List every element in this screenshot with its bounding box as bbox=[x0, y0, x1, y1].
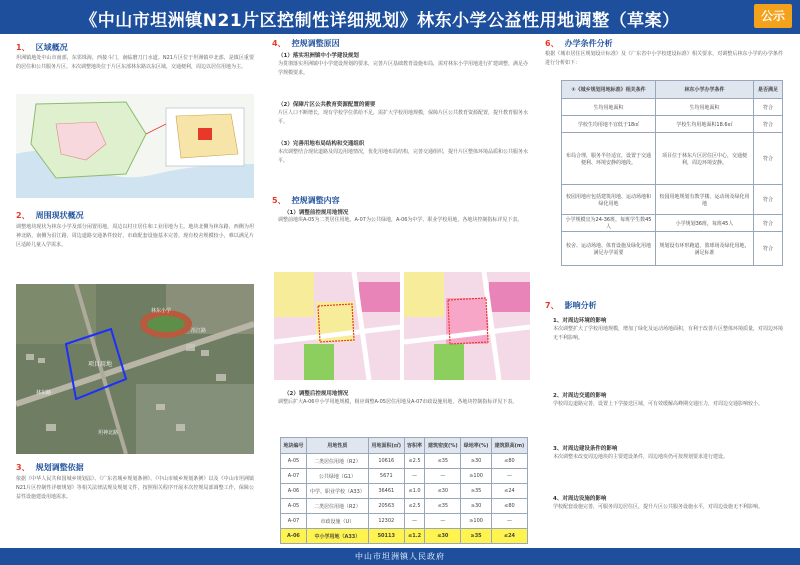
table-cell: 项目位于林东片区居住区中心，交通便利，周边环境安静。 bbox=[656, 133, 754, 185]
table-cell: 校园用地应包括建筑用地、运动场地和绿化用地 bbox=[562, 185, 656, 215]
region-map bbox=[16, 94, 254, 198]
section-1-title: 1、 区域概况 bbox=[16, 43, 68, 52]
table-cell: ≤35 bbox=[425, 499, 461, 514]
table-header: 用地性质 bbox=[306, 438, 368, 454]
region-map-graphic bbox=[16, 94, 254, 198]
public-notice-badge: 公示 bbox=[754, 4, 792, 28]
table-cell: 50113 bbox=[368, 529, 404, 544]
table-cell: 12302 bbox=[368, 514, 404, 529]
table-cell: ≤80 bbox=[491, 454, 527, 469]
table-row bbox=[562, 99, 783, 116]
aerial-photo-graphic bbox=[16, 284, 254, 454]
table-row bbox=[281, 454, 528, 469]
section-4-title: 4、 控规调整原因 bbox=[272, 39, 340, 48]
table-cell: 二类居住用地（R2） bbox=[306, 454, 368, 469]
table-cell: ≤1.0 bbox=[404, 484, 425, 499]
table-cell: 小学规模宜为24-36班，每班学生数45人 bbox=[562, 215, 656, 232]
reason-2-text: 片区人口不断增长，现有学校学位供给不足，需扩大学校用地规模，保障片区公共教育资源配置，提升教育服务水平。 bbox=[278, 110, 529, 125]
table-cell: — bbox=[425, 514, 461, 529]
table-cell: 符合 bbox=[754, 232, 783, 266]
table-cell: 生均用地面积 bbox=[562, 99, 656, 116]
impact-2-text: 学校周边道路完善，设置上下学接送区域，可有效缓解高峰期交通压力，对周边交通影响较小。 bbox=[553, 401, 764, 407]
school-label: 林东小学 bbox=[151, 308, 172, 314]
section-2-title: 2、 周围现状概况 bbox=[16, 211, 84, 220]
adjust-after-title: （2）调整后控规用地情况 bbox=[284, 391, 349, 397]
project-site-label: 项目用地 bbox=[88, 361, 113, 368]
table-header: ①《城乡规划用地标准》相关条件 bbox=[562, 81, 656, 99]
table-cell: A-07 bbox=[281, 469, 307, 484]
page-title: 《中山市坦洲镇N21片区控制性详细规划》林东小学公益性用地调整（草案） bbox=[80, 11, 680, 31]
table-cell: 学校生均用地不宜低于18㎡ bbox=[562, 116, 656, 133]
conditions-header-row bbox=[562, 81, 783, 99]
page-header bbox=[0, 0, 800, 34]
table-cell: ≥30 bbox=[461, 454, 492, 469]
impact-4-text: 学校配套设施完善，可服务周边居住区，提升片区公共服务设施水平，对周边设施无不利影响。 bbox=[553, 504, 764, 510]
table-row-highlighted bbox=[281, 529, 528, 544]
table-cell: 公共绿地（G1） bbox=[306, 469, 368, 484]
table-cell: 中小学用地（A33） bbox=[306, 529, 368, 544]
table-header: 建筑限高(m) bbox=[491, 438, 527, 454]
table-cell: 布局合理，服务半径适宜，设置于交通便利、环境安静的地段。 bbox=[562, 133, 656, 185]
table-row bbox=[281, 514, 528, 529]
plan-map-after-graphic bbox=[404, 272, 530, 380]
table-cell: ≤35 bbox=[425, 454, 461, 469]
impact-3-title: 3、对周边建设条件的影响 bbox=[553, 446, 618, 452]
table-header: 容积率 bbox=[404, 438, 425, 454]
table-cell: ≤24 bbox=[491, 484, 527, 499]
reason-1-text: 为贯彻落实坦洲镇中小学建设规划的要求，完善片区基础教育设施布局，需对林东小学用地进行扩建调整，满足办学规模要求。 bbox=[278, 61, 529, 76]
table-cell: 小学规划36班，每班45人 bbox=[656, 215, 754, 232]
table-cell: 5671 bbox=[368, 469, 404, 484]
table-cell: 符合 bbox=[754, 215, 783, 232]
plan-map-before bbox=[274, 272, 400, 380]
section-6-title: 6、 办学条件分析 bbox=[545, 39, 613, 48]
impact-2-title: 2、对周边交通的影响 bbox=[553, 393, 607, 399]
plan-map-before-graphic bbox=[274, 272, 400, 380]
table-cell: ≤1.2 bbox=[404, 529, 425, 544]
table-cell: 校舍、运动场地、体育设施及绿化用地满足办学需要 bbox=[562, 232, 656, 266]
table-cell: A-06 bbox=[281, 529, 307, 544]
table-cell: ≤2.5 bbox=[404, 499, 425, 514]
land-index-header-row bbox=[281, 438, 528, 454]
table-cell: 规划设有环形跑道、篮球场及绿化用地，满足标准 bbox=[656, 232, 754, 266]
road-label-2: 坦神北路 bbox=[98, 430, 119, 436]
section-3-title: 3、 规划调整依据 bbox=[16, 463, 84, 472]
adjust-before-title: （1）调整前控规用地情况 bbox=[284, 210, 349, 216]
reason-2-title: （2）保障片区公共教育资源配置的需要 bbox=[278, 102, 376, 108]
table-header: 地块编号 bbox=[281, 438, 307, 454]
table-cell: ≥100 bbox=[461, 514, 492, 529]
school-conditions-table bbox=[561, 80, 783, 266]
table-cell: — bbox=[425, 469, 461, 484]
section-3-text: 依据《中华人民共和国城乡规划法》、《广东省城乡规划条例》、《中山市城乡规划条例》以及《中山市坦洲镇N21片区控制性详细规划》等相关法律法规及规划文件，按照相关程序开展本次控规局部调整工作，保障公益性设施建设用地需求。 bbox=[16, 476, 254, 500]
table-cell: — bbox=[404, 469, 425, 484]
table-header: 用地面积(㎡) bbox=[368, 438, 404, 454]
table-cell: ≥100 bbox=[461, 469, 492, 484]
table-cell: ≤80 bbox=[491, 499, 527, 514]
table-cell: 符合 bbox=[754, 116, 783, 133]
section-2-text: 调整地块现状为林东小学及部分闲置用地，周边以村庄居住和工业用地为主。地块北侧为林东路，西侧为坦神北路，南侧为沿江路，周边道路交通条件较好，市政配套设施基本完善。现有校舍规模较小，难以满足片区适龄儿童入学需求。 bbox=[16, 224, 254, 248]
aerial-photo bbox=[16, 284, 254, 454]
table-cell: ≥35 bbox=[461, 529, 492, 544]
table-cell: 符合 bbox=[754, 185, 783, 215]
table-cell: 10616 bbox=[368, 454, 404, 469]
adjust-before-text: 调整前地块A-05为二类居住用地，A-07为公共绿地，A-06为中学、职业学校用地，各地块控制指标详见下表。 bbox=[278, 217, 523, 223]
table-row bbox=[562, 185, 783, 215]
table-cell: 中学、职业学校（A33） bbox=[306, 484, 368, 499]
table-row bbox=[281, 499, 528, 514]
table-header: 林东小学办学条件 bbox=[656, 81, 754, 99]
section-6-text: 根据《城市居住区规划设计标准》及《广东省中小学校建设标准》相关要求，对调整后林东小学的办学条件进行分析如下： bbox=[545, 51, 783, 66]
reason-1-title: （1）落实坦洲镇中小学建设规划 bbox=[278, 53, 359, 59]
table-row bbox=[562, 133, 783, 185]
table-cell: 36461 bbox=[368, 484, 404, 499]
reason-3-text: 本次调整结合现状道路及周边用地情况，优化用地布局结构，完善交通组织，提升片区整体环境品质和公共服务水平。 bbox=[278, 149, 529, 164]
table-cell: 生均用地面积 bbox=[656, 99, 754, 116]
table-cell: 符合 bbox=[754, 99, 783, 116]
table-cell: ≤2.5 bbox=[404, 454, 425, 469]
impact-3-text: 本次调整未改变周边地块的主要建设条件，周边地块仍可按规划要求进行建设。 bbox=[553, 454, 729, 460]
table-cell: — bbox=[491, 514, 527, 529]
table-cell: 20563 bbox=[368, 499, 404, 514]
table-cell: 学校生均用地面积18.6㎡ bbox=[656, 116, 754, 133]
table-row bbox=[562, 232, 783, 266]
table-header: 绿地率(%) bbox=[461, 438, 492, 454]
table-cell: — bbox=[491, 469, 527, 484]
table-cell: ≤30 bbox=[425, 484, 461, 499]
table-cell: A-06 bbox=[281, 484, 307, 499]
impact-1-text: 本次调整扩大了学校用地规模，增加了绿化及运动场地面积，有利于改善片区整体环境质量，对周边环境无不利影响。 bbox=[553, 326, 784, 341]
table-header: 建筑密度(%) bbox=[425, 438, 461, 454]
table-cell: A-05 bbox=[281, 499, 307, 514]
table-cell: — bbox=[404, 514, 425, 529]
land-index-table bbox=[280, 437, 528, 544]
table-cell: ≤24 bbox=[491, 529, 527, 544]
table-cell: 符合 bbox=[754, 133, 783, 185]
plan-map-after bbox=[404, 272, 530, 380]
section-1-text: 坦洲镇地处中山市南部，东邻珠海，西接斗门，南临磨刀门水道。N21片区位于坦洲镇中北部，是镇区重要的居住和公共服务片区。本次调整地块位于片区东部林东路以东区域，交通便利，周边以居住用地为主。 bbox=[16, 55, 254, 70]
adjust-after-text: 调整后扩大A-06中小学用地规模，相应调整A-05居住用地及A-07市政设施用地，各地块控制指标详见下表。 bbox=[278, 399, 518, 405]
impact-1-title: 1、对周边环境的影响 bbox=[553, 318, 607, 324]
table-row bbox=[281, 469, 528, 484]
reason-3-title: （3）完善用地布局结构和交通组织 bbox=[278, 141, 365, 147]
road-label-3: 沿江路 bbox=[191, 328, 207, 334]
table-row bbox=[562, 116, 783, 133]
page-footer: 中山市坦洲镇人民政府 bbox=[0, 548, 800, 565]
table-cell: ≤30 bbox=[425, 529, 461, 544]
table-cell: 市政设施（U） bbox=[306, 514, 368, 529]
table-cell: 二类居住用地（R2） bbox=[306, 499, 368, 514]
road-label-1: 林东路 bbox=[36, 390, 52, 396]
table-cell: ≥35 bbox=[461, 484, 492, 499]
section-7-title: 7、 影响分析 bbox=[545, 301, 597, 310]
table-cell: A-05 bbox=[281, 454, 307, 469]
impact-4-title: 4、对周边设施的影响 bbox=[553, 496, 607, 502]
table-header: 是否满足 bbox=[754, 81, 783, 99]
table-cell: 校园用地规划有教学楼、运动场及绿化用地 bbox=[656, 185, 754, 215]
table-cell: A-07 bbox=[281, 514, 307, 529]
table-row bbox=[281, 484, 528, 499]
section-5-title: 5、 控规调整内容 bbox=[272, 196, 340, 205]
table-cell: ≥30 bbox=[461, 499, 492, 514]
table-row bbox=[562, 215, 783, 232]
